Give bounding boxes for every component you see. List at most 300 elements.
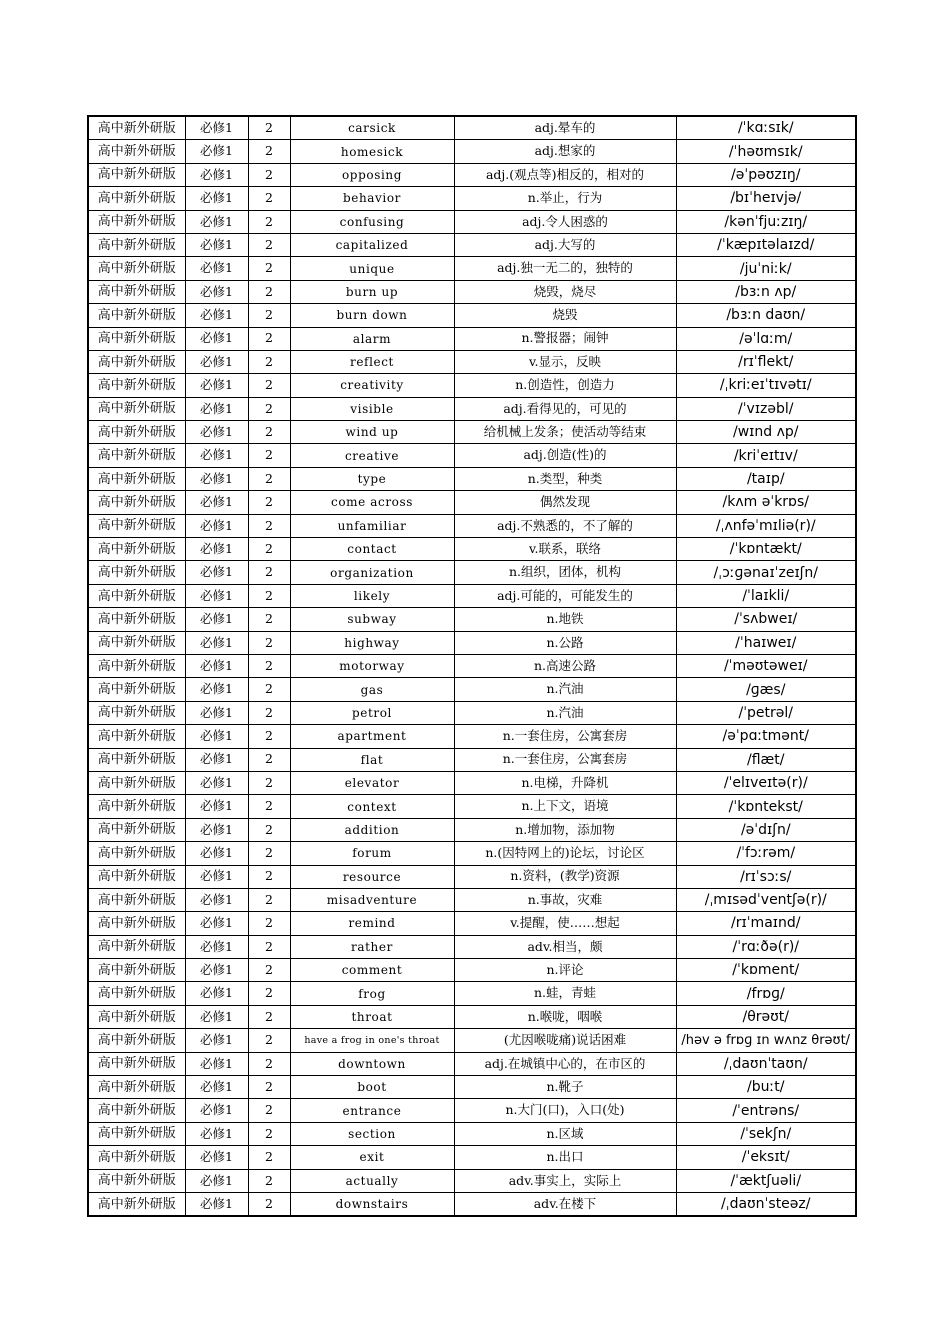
- word-cell: addition: [290, 818, 454, 841]
- table-row: [88, 748, 856, 771]
- word-cell: behavior: [290, 187, 454, 210]
- volume-cell: 必修1: [185, 935, 248, 958]
- unit-cell: 2: [248, 748, 290, 771]
- meaning-cell: adj.看得见的，可见的: [454, 397, 676, 420]
- word-cell: entrance: [290, 1099, 454, 1122]
- meaning-cell: (尤因喉咙痛)说话困难: [454, 1029, 676, 1052]
- book-cell: 高中新外研版: [88, 1099, 185, 1122]
- table-row: [88, 912, 856, 935]
- book-cell: 高中新外研版: [88, 584, 185, 607]
- table-row: [88, 771, 856, 794]
- unit-cell: 2: [248, 210, 290, 233]
- book-cell: 高中新外研版: [88, 140, 185, 163]
- table-row: [88, 116, 856, 140]
- meaning-cell: n.区域: [454, 1122, 676, 1145]
- book-cell: 高中新外研版: [88, 514, 185, 537]
- word-cell: burn down: [290, 304, 454, 327]
- word-cell: highway: [290, 631, 454, 654]
- book-cell: 高中新外研版: [88, 233, 185, 256]
- phonetic-cell: /ˈentrəns/: [676, 1099, 856, 1122]
- meaning-cell: n.蛙，青蛙: [454, 982, 676, 1005]
- table-row: [88, 233, 856, 256]
- book-cell: 高中新外研版: [88, 959, 185, 982]
- book-cell: 高中新外研版: [88, 1169, 185, 1192]
- meaning-cell: adj.不熟悉的，不了解的: [454, 514, 676, 537]
- word-cell: remind: [290, 912, 454, 935]
- table-row: [88, 935, 856, 958]
- book-cell: 高中新外研版: [88, 1122, 185, 1145]
- word-cell: comment: [290, 959, 454, 982]
- word-cell: contact: [290, 538, 454, 561]
- vocabulary-table-body: [88, 116, 856, 1216]
- meaning-cell: n.创造性，创造力: [454, 374, 676, 397]
- phonetic-cell: /bɜːn daʊn/: [676, 304, 856, 327]
- meaning-cell: adj.独一无二的，独特的: [454, 257, 676, 280]
- meaning-cell: n.出口: [454, 1146, 676, 1169]
- meaning-cell: n.汽油: [454, 701, 676, 724]
- meaning-cell: adj.想家的: [454, 140, 676, 163]
- book-cell: 高中新外研版: [88, 818, 185, 841]
- volume-cell: 必修1: [185, 1029, 248, 1052]
- book-cell: 高中新外研版: [88, 304, 185, 327]
- meaning-cell: n.喉咙，咽喉: [454, 1005, 676, 1028]
- book-cell: 高中新外研版: [88, 654, 185, 677]
- phonetic-cell: /ˈkɒment/: [676, 959, 856, 982]
- book-cell: 高中新外研版: [88, 631, 185, 654]
- word-cell: type: [290, 467, 454, 490]
- volume-cell: 必修1: [185, 1005, 248, 1028]
- phonetic-cell: /buːt/: [676, 1076, 856, 1099]
- meaning-cell: n.资料，(教学)资源: [454, 865, 676, 888]
- meaning-cell: adj.令人困惑的: [454, 210, 676, 233]
- table-row: [88, 608, 856, 631]
- table-row: [88, 1029, 856, 1052]
- table-row: [88, 327, 856, 350]
- book-cell: 高中新外研版: [88, 116, 185, 140]
- word-cell: elevator: [290, 771, 454, 794]
- table-row: [88, 467, 856, 490]
- word-cell: capitalized: [290, 233, 454, 256]
- word-cell: organization: [290, 561, 454, 584]
- table-row: [88, 163, 856, 186]
- table-row: [88, 538, 856, 561]
- meaning-cell: 给机械上发条；使活动等结束: [454, 421, 676, 444]
- volume-cell: 必修1: [185, 654, 248, 677]
- book-cell: 高中新外研版: [88, 327, 185, 350]
- book-cell: 高中新外研版: [88, 538, 185, 561]
- book-cell: 高中新外研版: [88, 397, 185, 420]
- unit-cell: 2: [248, 1076, 290, 1099]
- book-cell: 高中新外研版: [88, 210, 185, 233]
- unit-cell: 2: [248, 654, 290, 677]
- volume-cell: 必修1: [185, 280, 248, 303]
- table-row: [88, 865, 856, 888]
- word-cell: unique: [290, 257, 454, 280]
- phonetic-cell: /rɪˈflekt/: [676, 350, 856, 373]
- unit-cell: 2: [248, 1099, 290, 1122]
- meaning-cell: adv.相当，颇: [454, 935, 676, 958]
- word-cell: misadventure: [290, 888, 454, 911]
- table-row: [88, 257, 856, 280]
- unit-cell: 2: [248, 1122, 290, 1145]
- phonetic-cell: /ˈhaɪweɪ/: [676, 631, 856, 654]
- book-cell: 高中新外研版: [88, 444, 185, 467]
- word-cell: opposing: [290, 163, 454, 186]
- phonetic-cell: /ˌdaʊnˈsteəz/: [676, 1192, 856, 1216]
- volume-cell: 必修1: [185, 982, 248, 1005]
- volume-cell: 必修1: [185, 1146, 248, 1169]
- volume-cell: 必修1: [185, 491, 248, 514]
- phonetic-cell: /rɪˈmaɪnd/: [676, 912, 856, 935]
- volume-cell: 必修1: [185, 771, 248, 794]
- word-cell: frog: [290, 982, 454, 1005]
- meaning-cell: n.上下文，语境: [454, 795, 676, 818]
- table-row: [88, 374, 856, 397]
- unit-cell: 2: [248, 491, 290, 514]
- phonetic-cell: /ˈæktʃuəli/: [676, 1169, 856, 1192]
- word-cell: burn up: [290, 280, 454, 303]
- phonetic-cell: /taɪp/: [676, 467, 856, 490]
- meaning-cell: n.地铁: [454, 608, 676, 631]
- unit-cell: 2: [248, 631, 290, 654]
- table-row: [88, 1169, 856, 1192]
- volume-cell: 必修1: [185, 467, 248, 490]
- unit-cell: 2: [248, 1052, 290, 1075]
- volume-cell: 必修1: [185, 233, 248, 256]
- phonetic-cell: /ˈkɒntekst/: [676, 795, 856, 818]
- phonetic-cell: /ˈkæpɪtəlaɪzd/: [676, 233, 856, 256]
- meaning-cell: adj.(观点等)相反的，相对的: [454, 163, 676, 186]
- volume-cell: 必修1: [185, 327, 248, 350]
- phonetic-cell: /əˈpɑːtmənt/: [676, 725, 856, 748]
- phonetic-cell: /ˈkɒntækt/: [676, 538, 856, 561]
- meaning-cell: 偶然发现: [454, 491, 676, 514]
- meaning-cell: v.显示，反映: [454, 350, 676, 373]
- word-cell: exit: [290, 1146, 454, 1169]
- phonetic-cell: /ˈkɑːsɪk/: [676, 116, 856, 140]
- volume-cell: 必修1: [185, 1099, 248, 1122]
- phonetic-cell: /ˈhəʊmsɪk/: [676, 140, 856, 163]
- word-cell: actually: [290, 1169, 454, 1192]
- word-cell: reflect: [290, 350, 454, 373]
- word-cell: unfamiliar: [290, 514, 454, 537]
- table-row: [88, 654, 856, 677]
- word-cell: context: [290, 795, 454, 818]
- meaning-cell: adj.晕车的: [454, 116, 676, 140]
- unit-cell: 2: [248, 257, 290, 280]
- book-cell: 高中新外研版: [88, 935, 185, 958]
- book-cell: 高中新外研版: [88, 795, 185, 818]
- meaning-cell: adj.大写的: [454, 233, 676, 256]
- unit-cell: 2: [248, 1169, 290, 1192]
- book-cell: 高中新外研版: [88, 982, 185, 1005]
- meaning-cell: v.提醒，使……想起: [454, 912, 676, 935]
- book-cell: 高中新外研版: [88, 608, 185, 631]
- meaning-cell: n.高速公路: [454, 654, 676, 677]
- unit-cell: 2: [248, 701, 290, 724]
- unit-cell: 2: [248, 795, 290, 818]
- book-cell: 高中新外研版: [88, 491, 185, 514]
- meaning-cell: adv.在楼下: [454, 1192, 676, 1216]
- table-row: [88, 280, 856, 303]
- table-row: [88, 1052, 856, 1075]
- unit-cell: 2: [248, 865, 290, 888]
- table-row: [88, 982, 856, 1005]
- word-cell: have a frog in one's throat: [290, 1029, 454, 1052]
- word-cell: likely: [290, 584, 454, 607]
- book-cell: 高中新外研版: [88, 678, 185, 701]
- unit-cell: 2: [248, 935, 290, 958]
- volume-cell: 必修1: [185, 140, 248, 163]
- table-row: [88, 304, 856, 327]
- word-cell: section: [290, 1122, 454, 1145]
- phonetic-cell: /kriˈeɪtɪv/: [676, 444, 856, 467]
- phonetic-cell: /kʌm əˈkrɒs/: [676, 491, 856, 514]
- table-row: [88, 421, 856, 444]
- unit-cell: 2: [248, 888, 290, 911]
- book-cell: 高中新外研版: [88, 280, 185, 303]
- phonetic-cell: /ˈfɔːrəm/: [676, 842, 856, 865]
- table-row: [88, 888, 856, 911]
- word-cell: rather: [290, 935, 454, 958]
- phonetic-cell: /ˈlaɪkli/: [676, 584, 856, 607]
- volume-cell: 必修1: [185, 374, 248, 397]
- volume-cell: 必修1: [185, 795, 248, 818]
- book-cell: 高中新外研版: [88, 257, 185, 280]
- phonetic-cell: /ˈpetrəl/: [676, 701, 856, 724]
- unit-cell: 2: [248, 561, 290, 584]
- meaning-cell: n.组织，团体，机构: [454, 561, 676, 584]
- unit-cell: 2: [248, 959, 290, 982]
- volume-cell: 必修1: [185, 163, 248, 186]
- book-cell: 高中新外研版: [88, 421, 185, 444]
- book-cell: 高中新外研版: [88, 561, 185, 584]
- meaning-cell: n.类型，种类: [454, 467, 676, 490]
- volume-cell: 必修1: [185, 444, 248, 467]
- book-cell: 高中新外研版: [88, 912, 185, 935]
- unit-cell: 2: [248, 584, 290, 607]
- volume-cell: 必修1: [185, 818, 248, 841]
- book-cell: 高中新外研版: [88, 1076, 185, 1099]
- table-row: [88, 1005, 856, 1028]
- word-cell: wind up: [290, 421, 454, 444]
- volume-cell: 必修1: [185, 257, 248, 280]
- volume-cell: 必修1: [185, 678, 248, 701]
- table-row: [88, 491, 856, 514]
- word-cell: motorway: [290, 654, 454, 677]
- word-cell: resource: [290, 865, 454, 888]
- unit-cell: 2: [248, 280, 290, 303]
- unit-cell: 2: [248, 982, 290, 1005]
- volume-cell: 必修1: [185, 842, 248, 865]
- book-cell: 高中新外研版: [88, 163, 185, 186]
- table-row: [88, 795, 856, 818]
- meaning-cell: 烧毁，烧尽: [454, 280, 676, 303]
- volume-cell: 必修1: [185, 912, 248, 935]
- word-cell: homesick: [290, 140, 454, 163]
- meaning-cell: n.举止，行为: [454, 187, 676, 210]
- volume-cell: 必修1: [185, 584, 248, 607]
- book-cell: 高中新外研版: [88, 350, 185, 373]
- phonetic-cell: /ˌkriːeɪˈtɪvətɪ/: [676, 374, 856, 397]
- phonetic-cell: /ˈeksɪt/: [676, 1146, 856, 1169]
- book-cell: 高中新外研版: [88, 374, 185, 397]
- unit-cell: 2: [248, 538, 290, 561]
- unit-cell: 2: [248, 233, 290, 256]
- unit-cell: 2: [248, 1005, 290, 1028]
- table-row: [88, 514, 856, 537]
- phonetic-cell: /ˌdaʊnˈtaʊn/: [676, 1052, 856, 1075]
- volume-cell: 必修1: [185, 959, 248, 982]
- word-cell: creativity: [290, 374, 454, 397]
- table-row: [88, 584, 856, 607]
- volume-cell: 必修1: [185, 116, 248, 140]
- book-cell: 高中新外研版: [88, 1029, 185, 1052]
- word-cell: subway: [290, 608, 454, 631]
- volume-cell: 必修1: [185, 561, 248, 584]
- unit-cell: 2: [248, 725, 290, 748]
- book-cell: 高中新外研版: [88, 1005, 185, 1028]
- unit-cell: 2: [248, 678, 290, 701]
- vocabulary-table: [87, 115, 857, 1217]
- phonetic-cell: /juˈniːk/: [676, 257, 856, 280]
- volume-cell: 必修1: [185, 514, 248, 537]
- table-row: [88, 701, 856, 724]
- table-row: [88, 444, 856, 467]
- volume-cell: 必修1: [185, 187, 248, 210]
- table-row: [88, 187, 856, 210]
- phonetic-cell: /bɜːn ʌp/: [676, 280, 856, 303]
- table-row: [88, 1076, 856, 1099]
- phonetic-cell: /ˈelɪveɪtə(r)/: [676, 771, 856, 794]
- phonetic-cell: /ˌmɪsədˈventʃə(r)/: [676, 888, 856, 911]
- table-row: [88, 842, 856, 865]
- meaning-cell: n.一套住房，公寓套房: [454, 748, 676, 771]
- unit-cell: 2: [248, 1029, 290, 1052]
- volume-cell: 必修1: [185, 608, 248, 631]
- table-row: [88, 1122, 856, 1145]
- meaning-cell: n.评论: [454, 959, 676, 982]
- meaning-cell: v.联系，联络: [454, 538, 676, 561]
- phonetic-cell: /əˈlɑːm/: [676, 327, 856, 350]
- unit-cell: 2: [248, 467, 290, 490]
- phonetic-cell: /frɒɡ/: [676, 982, 856, 1005]
- phonetic-cell: /θrəʊt/: [676, 1005, 856, 1028]
- volume-cell: 必修1: [185, 725, 248, 748]
- unit-cell: 2: [248, 350, 290, 373]
- table-row: [88, 140, 856, 163]
- word-cell: alarm: [290, 327, 454, 350]
- word-cell: come across: [290, 491, 454, 514]
- volume-cell: 必修1: [185, 748, 248, 771]
- unit-cell: 2: [248, 140, 290, 163]
- phonetic-cell: /ˌɔːɡənaɪˈzeɪʃn/: [676, 561, 856, 584]
- unit-cell: 2: [248, 608, 290, 631]
- volume-cell: 必修1: [185, 888, 248, 911]
- unit-cell: 2: [248, 304, 290, 327]
- word-cell: throat: [290, 1005, 454, 1028]
- volume-cell: 必修1: [185, 1169, 248, 1192]
- volume-cell: 必修1: [185, 631, 248, 654]
- volume-cell: 必修1: [185, 1122, 248, 1145]
- table-row: [88, 725, 856, 748]
- book-cell: 高中新外研版: [88, 701, 185, 724]
- word-cell: downstairs: [290, 1192, 454, 1216]
- word-cell: boot: [290, 1076, 454, 1099]
- table-row: [88, 210, 856, 233]
- word-cell: creative: [290, 444, 454, 467]
- meaning-cell: n.大门(口)，入口(处): [454, 1099, 676, 1122]
- word-cell: apartment: [290, 725, 454, 748]
- phonetic-cell: /flæt/: [676, 748, 856, 771]
- book-cell: 高中新外研版: [88, 467, 185, 490]
- volume-cell: 必修1: [185, 304, 248, 327]
- phonetic-cell: /ˈrɑːðə(r)/: [676, 935, 856, 958]
- phonetic-cell: /kənˈfjuːzɪŋ/: [676, 210, 856, 233]
- unit-cell: 2: [248, 444, 290, 467]
- table-row: [88, 1192, 856, 1216]
- meaning-cell: n.事故，灾难: [454, 888, 676, 911]
- book-cell: 高中新外研版: [88, 187, 185, 210]
- unit-cell: 2: [248, 818, 290, 841]
- phonetic-cell: /wɪnd ʌp/: [676, 421, 856, 444]
- phonetic-cell: /ˌʌnfəˈmɪliə(r)/: [676, 514, 856, 537]
- book-cell: 高中新外研版: [88, 865, 185, 888]
- meaning-cell: n.靴子: [454, 1076, 676, 1099]
- table-row: [88, 678, 856, 701]
- meaning-cell: adj.可能的，可能发生的: [454, 584, 676, 607]
- unit-cell: 2: [248, 397, 290, 420]
- volume-cell: 必修1: [185, 538, 248, 561]
- meaning-cell: n.公路: [454, 631, 676, 654]
- unit-cell: 2: [248, 421, 290, 444]
- book-cell: 高中新外研版: [88, 888, 185, 911]
- book-cell: 高中新外研版: [88, 1052, 185, 1075]
- unit-cell: 2: [248, 912, 290, 935]
- unit-cell: 2: [248, 163, 290, 186]
- meaning-cell: adv.事实上，实际上: [454, 1169, 676, 1192]
- unit-cell: 2: [248, 187, 290, 210]
- unit-cell: 2: [248, 842, 290, 865]
- phonetic-cell: /ˈvɪzəbl/: [676, 397, 856, 420]
- phonetic-cell: /bɪˈheɪvjə/: [676, 187, 856, 210]
- volume-cell: 必修1: [185, 865, 248, 888]
- unit-cell: 2: [248, 374, 290, 397]
- word-cell: carsick: [290, 116, 454, 140]
- table-row: [88, 959, 856, 982]
- book-cell: 高中新外研版: [88, 842, 185, 865]
- meaning-cell: n.电梯，升降机: [454, 771, 676, 794]
- table-row: [88, 561, 856, 584]
- table-row: [88, 631, 856, 654]
- table-row: [88, 1099, 856, 1122]
- table-row: [88, 818, 856, 841]
- book-cell: 高中新外研版: [88, 1146, 185, 1169]
- volume-cell: 必修1: [185, 397, 248, 420]
- meaning-cell: adj.在城镇中心的，在市区的: [454, 1052, 676, 1075]
- meaning-cell: adj.创造(性)的: [454, 444, 676, 467]
- book-cell: 高中新外研版: [88, 1192, 185, 1216]
- meaning-cell: n.警报器；闹钟: [454, 327, 676, 350]
- volume-cell: 必修1: [185, 350, 248, 373]
- book-cell: 高中新外研版: [88, 771, 185, 794]
- phonetic-cell: /ˈsʌbweɪ/: [676, 608, 856, 631]
- volume-cell: 必修1: [185, 1076, 248, 1099]
- word-cell: confusing: [290, 210, 454, 233]
- phonetic-cell: /rɪˈsɔːs/: [676, 865, 856, 888]
- phonetic-cell: /ˈsekʃn/: [676, 1122, 856, 1145]
- word-cell: visible: [290, 397, 454, 420]
